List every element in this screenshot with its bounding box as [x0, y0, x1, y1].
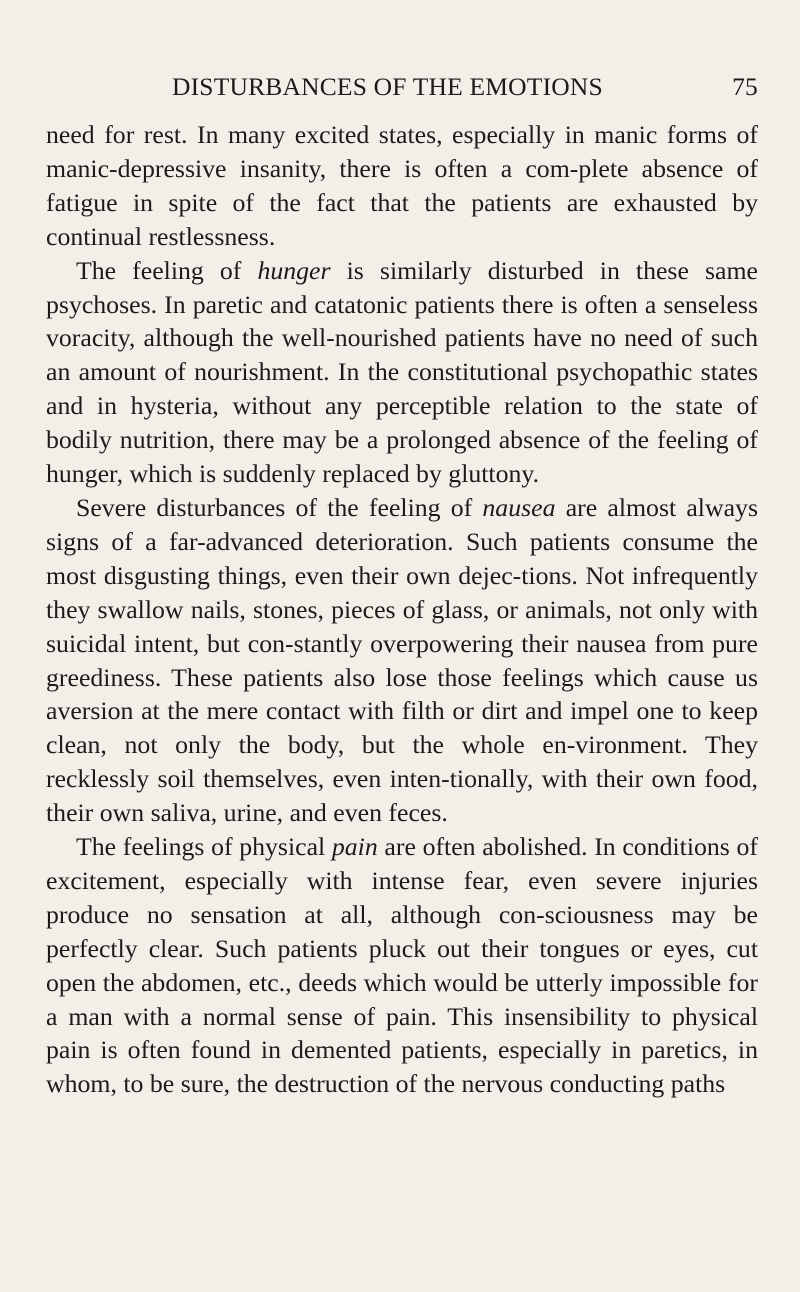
- paragraph-hunger-text-end: is similarly disturbed in these same psychoses. In paretic and catatonic patients there is often a senseless voracity, although the well-nourished patients have no need of such an amount of nourishment. In the constitutional psychopathic states and in hysteria, without any perceptible relation to the state of bodily nutrition, there may be a prolonged absence of the feeling of hunger, which is suddenly replaced by gluttony.: [46, 255, 758, 489]
- paragraph-hunger-text: The feeling of: [76, 255, 258, 285]
- paragraph-nausea: [46, 491, 758, 830]
- paragraph-nausea-text-end: are almost always signs of a far-advanced deterioration. Such patients consume the most disgusting things, even their own dejec-tions. Not infrequently they swallow nails, stones, pieces of glass, or animals, not only with suicidal intent, but con-stantly overpowering their nausea from pure greediness. These patients also lose those feelings which cause us aversion at the mere contact with filth or dirt and impel one to keep clean, not only the body, but the whole en-vironment. They recklessly soil themselves, even inten-tionally, with their own food, their own saliva, urine, and even feces.: [46, 492, 758, 828]
- running-head: [46, 72, 758, 108]
- paragraph-hunger: [46, 254, 758, 491]
- body-text: [46, 118, 758, 1101]
- paragraph-pain-text-end: are often abolished. In conditions of excitement, especially with intense fear, even severe injuries produce no sensation at all, although con-sciousness may be perfectly clear. Such patients pluck out their tongues or eyes, cut open the abdomen, etc., deeds which would be utterly impossible for a man with a normal sense of pain. This insensibility to physical pain is often found in demented patients, especially in paretics, in whom, to be sure, the destruction of the nervous conducting paths: [46, 832, 758, 1099]
- paragraph-pain: [46, 830, 758, 1101]
- paragraph-pain-text: The feelings of physical: [76, 832, 332, 862]
- pain-term: pain: [331, 832, 378, 862]
- running-title: DISTURBANCES OF THE EMOTIONS: [172, 72, 603, 101]
- nausea-term: nausea: [482, 492, 556, 522]
- paragraph-nausea-text: Severe disturbances of the feeling of: [76, 492, 483, 522]
- hunger-term: hunger: [257, 255, 331, 285]
- paragraph-rest: [46, 118, 758, 254]
- paragraph-rest-text: need for rest. In many excited states, especially in manic forms of manic-depressive insanity, there is often a com-plete absence of fatigue in spite of the fact that the patients are exhausted by continual restlessness.: [46, 120, 758, 251]
- page-number: 75: [732, 72, 758, 101]
